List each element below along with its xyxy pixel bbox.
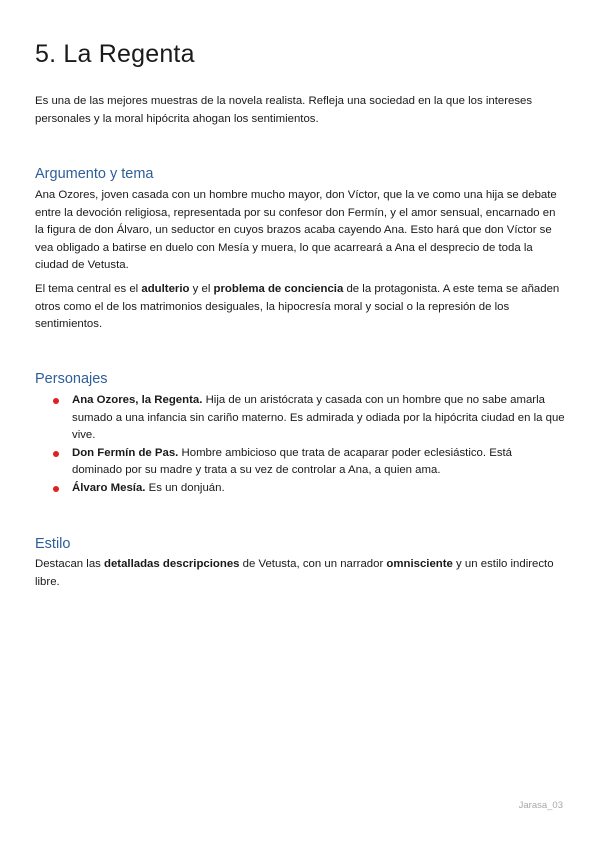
section-heading-argumento: Argumento y tema	[35, 166, 154, 182]
text-run: Destacan las	[35, 558, 105, 570]
text-run: y un estilo indirecto libre.	[35, 558, 554, 588]
character-description: Hija de un aristócrata y casada con un hombre que no sabe amarla sumado a una infancia sin cariño materno. Es admirada y odiada por la hipócrita ciudad en la que vive.	[72, 394, 565, 442]
character-description: Es un donjuán.	[145, 481, 225, 494]
page-footer: Jarasa_03	[518, 800, 563, 811]
text-run: de Vetusta, con un narrador	[239, 558, 387, 570]
section-heading-personajes: Personajes	[35, 371, 108, 387]
character-name: Álvaro Mesía.	[72, 481, 146, 494]
character-name: Don Fermín de Pas.	[72, 446, 179, 459]
character-name: Ana Ozores, la Regenta.	[72, 394, 203, 406]
text-run: y el	[189, 283, 214, 295]
bullet-dot-icon	[53, 398, 59, 404]
section-heading-estilo: Estilo	[35, 536, 71, 552]
intro-paragraph: Es una de las mejores muestras de la novela realista. Refleja una sociedad en la que los intereses personales y la moral hipócrita ahogan los sentimientos.	[35, 95, 533, 125]
estilo-paragraph	[35, 556, 565, 591]
bold-term-problema: problema de conciencia	[213, 283, 344, 295]
page-title: 5. La Regenta	[35, 40, 195, 68]
personajes-list	[35, 392, 565, 498]
character-description: Hombre ambicioso que trata de acaparar poder eclesiástico. Está dominado por su madre y trata a su vez de controlar a Ana, a quien ama.	[72, 446, 513, 477]
text-run: El tema central es el	[35, 283, 142, 295]
list-item	[35, 480, 565, 498]
bullet-dot-icon	[53, 451, 59, 457]
argumento-paragraph-1: Ana Ozores, joven casada con un hombre mucho mayor, don Víctor, que la ve como una hija se debate entre la devoción religiosa, representada por su confesor don Fermín, y el amor sensual, encarnado en la figura de don Álvaro, un seductor en cuyos brazos acaba cayendo Ana. Esto hará que don Víctor se vea obligado a batirse en duelo con Mesía y muera, lo que acarreará a Ana el desprecio de toda la ciudad de Vetusta.	[35, 189, 557, 272]
bold-term-descripciones: detalladas descripciones	[104, 558, 240, 570]
bullet-dot-icon	[53, 486, 59, 492]
list-item	[35, 392, 565, 445]
bold-term-adulterio: adulterio	[141, 283, 190, 295]
bold-term-omnisciente: omnisciente	[386, 558, 453, 570]
text-run: de la protagonista. A este tema se añaden otros como el de los matrimonios desiguales, la hipocresía moral y social o la represión de los sentimientos.	[35, 283, 560, 331]
list-item	[35, 445, 565, 480]
argumento-paragraph-2	[35, 281, 565, 334]
